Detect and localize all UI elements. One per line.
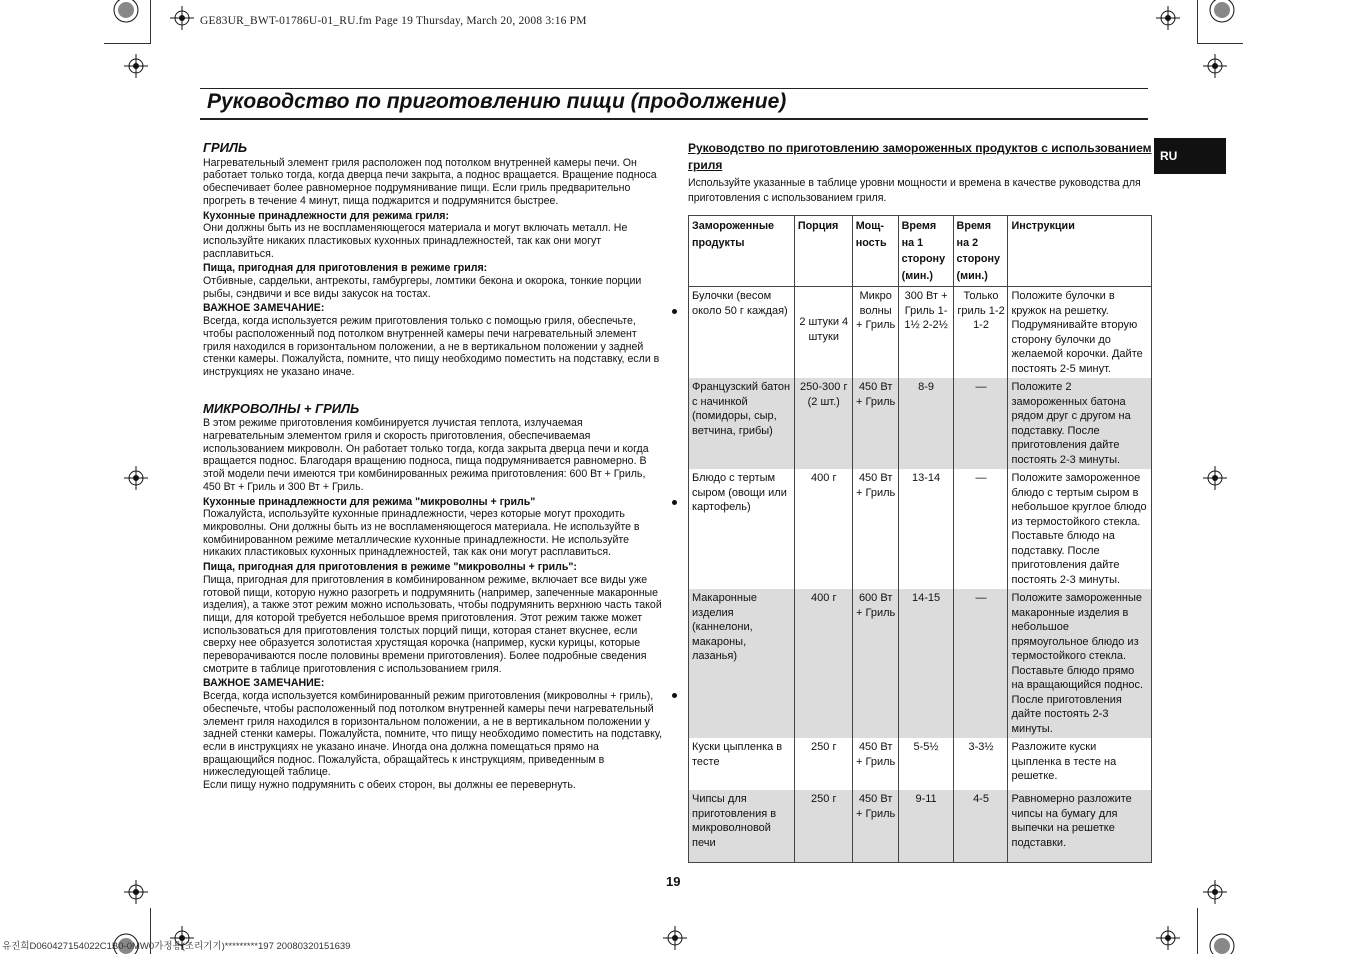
cell-food: Куски цыпленка в тесте xyxy=(689,738,795,790)
cell-time-side2: — xyxy=(953,469,1008,589)
cell-instructions: Равномерно разложите чипсы на бумагу для выпечки на решетке подставки. xyxy=(1008,790,1152,862)
crop-mark xyxy=(1197,0,1198,44)
table-row xyxy=(689,378,1152,469)
title-rule xyxy=(200,118,1148,120)
cell-food: Макаронные изделия (каннелони, макароны, лазанья) xyxy=(689,589,795,738)
grill-note-title: ВАЖНОЕ ЗАМЕЧАНИЕ: xyxy=(203,302,325,315)
crop-mark xyxy=(1197,908,1198,954)
table-row xyxy=(689,589,1152,738)
table-row xyxy=(689,738,1152,790)
registration-mark-icon xyxy=(1203,54,1227,78)
registration-mark-icon xyxy=(1156,6,1180,30)
cell-time-side1: 5-5½ xyxy=(898,738,953,790)
combo-heading: МИКРОВОЛНЫ + ГРИЛЬ xyxy=(203,400,360,416)
cell-portion: 250 г xyxy=(794,738,852,790)
language-tab: RU xyxy=(1154,138,1226,174)
crop-mark xyxy=(1197,43,1243,44)
column-dot xyxy=(672,693,677,698)
cell-food: Блюдо с тертым сыром (овощи или картофель) xyxy=(689,469,795,589)
combo-intro: В этом режиме приготовления комбинируется лучистая теплота, излучаемая нагревательным элементом гриля и скорость приготовления, обеспечиваемая использованием микроволн. Он работает только тогда, когда закрыта дверца печи и когда вращается поднос. Благодаря вращению подноса, пища подрумянивается равномерно. В этой модели печи имеются три комбинированных режима приготовления: 600 Вт + Гриль, 450 Вт + Гриль и 300 Вт + Гриль. xyxy=(203,417,649,493)
page-number: 19 xyxy=(666,874,681,889)
starburst-mark-icon xyxy=(1208,930,1236,954)
column-header: Замороженные продукты xyxy=(689,216,795,287)
cell-portion: 400 г xyxy=(794,469,852,589)
cell-portion: 250 г xyxy=(794,790,852,862)
cell-power: Микро волны + Гриль xyxy=(852,287,898,379)
cell-instructions: Разложите куски цыпленка в тесте на решетке. xyxy=(1008,738,1152,790)
combo-food-title: Пища, пригодная для приготовления в режиме "микроволны + гриль": xyxy=(203,561,577,574)
left-column xyxy=(203,142,663,794)
registration-mark-icon xyxy=(1203,466,1227,490)
cell-portion: 400 г xyxy=(794,589,852,738)
cell-time-side1: 13-14 xyxy=(898,469,953,589)
registration-mark-icon xyxy=(170,6,194,30)
column-header: Время на 1 сторону (мин.) xyxy=(898,216,953,287)
cell-food: Французский батон с начинкой (помидоры, сыр, ветчина, грибы) xyxy=(689,378,795,469)
column-dot xyxy=(672,500,677,505)
column-header: Мощ-ность xyxy=(852,216,898,287)
grill-utensils-title: Кухонные принадлежности для режима гриля: xyxy=(203,209,449,222)
starburst-mark-icon xyxy=(1208,0,1236,24)
cell-food: Чипсы для приготовления в микроволновой печи xyxy=(689,790,795,862)
cell-time-side2: — xyxy=(953,589,1008,738)
registration-mark-icon xyxy=(124,466,148,490)
page-title: Руководство по приготовлению пищи (продолжение) xyxy=(207,90,787,113)
cell-time-side1: 8-9 xyxy=(898,378,953,469)
cell-portion: 250-300 г (2 шт.) xyxy=(794,378,852,469)
column-dot xyxy=(672,309,677,314)
combo-note-text: Всегда, когда используется комбинированный режим приготовления (микроволны + гриль), обеспечьте, чтобы расположенный под потолком внутренней камеры печи нагревательный элемент гриля находился в горизонтальном положении, а не в вертикальном положении у задней стенки камеры. Пожалуйста, помните, что пищу необходимо поместить на подставку, если в инструкциях не указано иначе. Иногда она должна помещаться прямо на вращающийся поднос. Пожалуйста, обращайтесь к инструкциям, приведенным в нижеследующей таблице. xyxy=(203,690,663,779)
table-header-row xyxy=(689,216,1152,287)
starburst-mark-icon xyxy=(112,0,140,24)
cell-time-side2: Только гриль 1-2 1-2 xyxy=(953,287,1008,379)
column-header: Инструкции xyxy=(1008,216,1152,287)
registration-mark-icon xyxy=(663,926,687,950)
cell-instructions: Положите замороженные макаронные изделия в небольшое прямоугольное блюдо из термостойкого стекла. Поставьте блюдо прямо на вращающийся поднос. После приготовления дайте постоять 2-3 минуты. xyxy=(1008,589,1152,738)
cell-time-side2: 4-5 xyxy=(953,790,1008,862)
grill-note-text: Всегда, когда используется режим приготовления только с помощью гриля, обеспечьте, чтобы расположенный под потолком внутренней камеры печи нагревательный элемент гриля находился в горизонтальном положении, а не в вертикальном положении у задней стенки камеры. Пожалуйста, помните, что пищу необходимо поместить на подставку, если в инструкциях не указано иначе. xyxy=(203,315,660,378)
cell-power: 450 Вт + Гриль xyxy=(852,378,898,469)
grill-intro: Нагревательный элемент гриля расположен под потолком внутренней камеры печи. Он работает только тогда, когда дверца печи закрыта, а поднос вращается. Вращение подноса обеспечивает более равномерное подрумянивание пищи. Если гриль предварительно прогреть в течение 4 минут, пища поджарится и подрумянится быстрее. xyxy=(203,156,657,207)
column-header: Время на 2 сторону (мин.) xyxy=(953,216,1008,287)
file-header: GE83UR_BWT-01786U-01_RU.fm Page 19 Thursday, March 20, 2008 3:16 PM xyxy=(200,15,587,27)
cell-instructions: Положите 2 замороженных батона рядом друг с другом на подставку. После приготовления дайте постоять 2-3 минуты. xyxy=(1008,378,1152,469)
crop-mark xyxy=(150,0,151,44)
cell-time-side1: 14-15 xyxy=(898,589,953,738)
grill-heading: ГРИЛЬ xyxy=(203,140,248,155)
combo-utensils-title: Кухонные принадлежности для режима "микроволны + гриль" xyxy=(203,495,536,508)
cell-instructions: Положите булочки в кружок на решетку. Подрумянивайте вторую сторону булочки до желаемой корочки. Дайте постоять 2-5 минут. xyxy=(1008,287,1152,379)
grill-utensils-text: Они должны быть из не воспламеняющегося материала и могут включать металл. Не используйте никаких пластиковых кухонных принадлежностей, так как они могут расплавиться. xyxy=(203,222,628,260)
cell-time-side1: 300 Вт + Гриль 1-1½ 2-2½ xyxy=(898,287,953,379)
column-header: Порция xyxy=(794,216,852,287)
cell-instructions: Положите замороженное блюдо с тертым сыром в небольшое круглое блюдо из термостойкого стекла. Поставьте блюдо на подставку. После приготовления дайте постоять 2-3 минуты. xyxy=(1008,469,1152,589)
cell-time-side1: 9-11 xyxy=(898,790,953,862)
table-row xyxy=(689,790,1152,862)
frozen-guide-title: Руководство по приготовлению замороженных продуктов с использованием гриля xyxy=(688,141,1152,172)
grill-food-title: Пища, пригодная для приготовления в режиме гриля: xyxy=(203,262,488,275)
combo-note-title: ВАЖНОЕ ЗАМЕЧАНИЕ: xyxy=(203,677,325,690)
table-row xyxy=(689,469,1152,589)
cell-portion: 2 штуки 4 штуки xyxy=(794,287,852,379)
registration-mark-icon xyxy=(1156,926,1180,950)
combo-food-text: Пища, пригодная для приготовления в комбинированном режиме, включает все виды уже готовой пищи, которую нужно разогреть и подрумянить (например, запеченные макаронные изделия), а также этот режим можно использовать, чтобы подрумянить верхнюю часть такой пищи, для которой требуется небольшое время приготовления. Этот режим также может использоваться для приготовления толстых порций пищи, которая станет вкуснее, если сверху нее образуется золотистая хрустящая корочка (например, куски курицы, которые переворачиваются после половины времени приготовления). Более подробные сведения смотрите в таблице приготовления с использованием гриля. xyxy=(203,573,662,675)
cell-power: 450 Вт + Гриль xyxy=(852,790,898,862)
print-footer: 유진희D060427154022C1B0-0MW0가정용(조리기기)*********197 20080320151639 xyxy=(2,941,351,952)
frozen-cooking-table xyxy=(688,215,1152,863)
registration-mark-icon xyxy=(1203,880,1227,904)
table-row xyxy=(689,287,1152,379)
combo-note-text-2: Если пищу нужно подрумянить с обеих сторон, вы должны ее перевернуть. xyxy=(203,779,576,792)
cell-time-side2: 3-3½ xyxy=(953,738,1008,790)
frozen-guide-intro: Используйте указанные в таблице уровни мощности и времена в качестве руководства для приготовления с использованием гриля. xyxy=(688,177,1141,204)
grill-food-text: Отбивные, сардельки, антрекоты, гамбургеры, ломтики бекона и окорока, тонкие порции рыбы, сэндвичи и все виды закусок на тостах. xyxy=(203,275,642,300)
registration-mark-icon xyxy=(124,880,148,904)
cell-time-side2: — xyxy=(953,378,1008,469)
cell-food: Булочки (весом около 50 г каждая) xyxy=(689,287,795,379)
cell-power: 450 Вт + Гриль xyxy=(852,469,898,589)
title-rule xyxy=(200,88,1148,89)
cell-power: 450 Вт + Гриль xyxy=(852,738,898,790)
combo-utensils-text: Пожалуйста, используйте кухонные принадлежности, через которые могут проходить микроволны. Они должны быть из не воспламеняющегося материала. Не используйте в комбинированном режиме металлические кухонные принадлежности. Не используйте никаких пластиковых кухонных принадлежностей, так как они могут расплавиться. xyxy=(203,508,640,559)
registration-mark-icon xyxy=(124,54,148,78)
right-column xyxy=(688,140,1153,206)
cell-power: 600 Вт + Гриль xyxy=(852,589,898,738)
crop-mark xyxy=(104,43,150,44)
